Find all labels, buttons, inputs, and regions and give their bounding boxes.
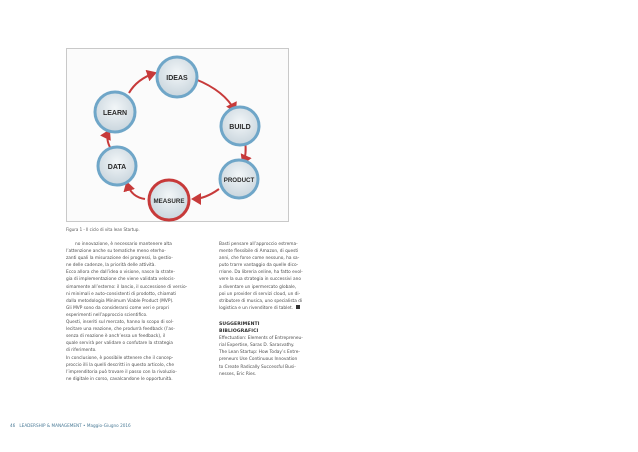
body-line: ne digitale in corso, cavalcandone le opportunità. xyxy=(66,376,173,382)
body-line: Questi, inseriti sul mercato, hanno lo scopo di sol- xyxy=(66,320,174,326)
node-measure-label: MEASURE xyxy=(153,198,185,205)
body-line: Basti pensare all’approccio estrema- xyxy=(219,242,298,247)
body-line: stributore di musica, uno specialista di xyxy=(219,298,303,304)
arrow-measure-data xyxy=(127,183,145,199)
body-line: ni minimali e auto-consistenti di prodotto, chiamati xyxy=(66,291,177,297)
body-line: esperimenti nell’approccio scientifico. xyxy=(66,312,148,318)
body-column-right xyxy=(219,241,303,378)
body-line: ne delle cadenze, la priorità delle attività. xyxy=(66,263,156,269)
body-line: senza di reazione è anch’essa un feedback), il xyxy=(66,334,166,340)
reference-line: rial Expertise, Saras D. Sarasvathy. xyxy=(219,343,295,349)
body-line: l’imprenditoria può trovare il passo con la rivoluzio- xyxy=(66,369,177,375)
figure-caption: Figura 1 - Il ciclo di vita lean Startup. xyxy=(66,227,140,232)
body-line: mente flessibile di Amazon, di questi xyxy=(219,249,299,255)
node-learn-label: LEARN xyxy=(102,110,128,117)
node-measure xyxy=(149,180,189,220)
node-product-label: PRODUCT xyxy=(223,177,255,184)
body-line: Gli MVP sono da considerarsi come veri e propri xyxy=(66,305,169,311)
node-data-label: DATA xyxy=(107,164,127,171)
body-line: simamente all’esterno: il lancio, il successione di versio- xyxy=(66,284,188,290)
body-line: gia di implementazione che viene validata velocis- xyxy=(66,277,176,283)
body-line: rrione. Da libreria online, ha fatto evol- xyxy=(219,270,303,276)
body-line: In conclusione, è possibile ottenere che il concep- xyxy=(66,355,174,361)
node-ideas-label: IDEAS xyxy=(166,75,188,82)
reference-line: The Lean Startup: How Today’s Entre- xyxy=(219,350,300,356)
node-ideas xyxy=(157,57,197,97)
body-line: quale servirà per validare o confutare la strategia xyxy=(66,341,173,347)
body-line: puto trarre vantaggio da quelle dico- xyxy=(219,263,299,269)
body-line-last xyxy=(219,305,294,312)
lean-cycle-diagram xyxy=(67,49,290,223)
body-line: di riferimento. xyxy=(66,348,97,354)
body-line-text: logistica e un rivenditore di tablet. xyxy=(219,305,294,311)
reference-line: nesses, Eric Ries. xyxy=(219,371,257,377)
reference-line: Effectuation: Elements of Entrepreneu- xyxy=(219,336,303,342)
lean-startup-figure xyxy=(66,48,289,222)
node-learn xyxy=(95,92,135,132)
body-line: anni, che forse come nessuno, ha sa- xyxy=(219,256,300,262)
reference-line: to Create Radically Successful Busi- xyxy=(219,364,296,370)
bibliography-heading: SUGGERIMENTI BIBLIOGRAFICI xyxy=(219,321,260,335)
body-line: zanti quali la misurazione dei progressi, la gestio- xyxy=(66,256,173,262)
body-line: vere la sua strategia in successivi ano xyxy=(219,277,301,283)
body-line: a diventare un ipermercato globale, xyxy=(219,284,297,290)
node-data xyxy=(98,147,136,185)
body-line: lecitare una reazione, che produrrà feedback (l’as- xyxy=(66,327,175,333)
node-product xyxy=(220,160,258,198)
node-build xyxy=(221,107,259,145)
end-of-article-mark xyxy=(296,305,300,309)
body-line: poi un provider di servizi cloud, un di- xyxy=(219,291,301,297)
body-line: Ecco allora che dall’idea o visione, nasce la strate- xyxy=(66,270,175,276)
arrow-data-learn xyxy=(107,131,111,149)
arrow-learn-ideas xyxy=(129,73,155,93)
body-line: no innovazione, è necessario mantenere alta xyxy=(75,242,172,247)
arrow-product-measure xyxy=(193,189,219,199)
reference-line: preneurs Use Continuous Innovation xyxy=(219,357,298,363)
page-number: 46 xyxy=(10,423,16,428)
footer-publication: LEADERSHIP & MANAGEMENT • Maggio-Giugno 2016 xyxy=(19,423,131,428)
body-column-left xyxy=(66,241,203,383)
arrow-ideas-build xyxy=(195,79,235,111)
node-build-label: BUILD xyxy=(229,124,251,131)
page-footer xyxy=(10,423,131,428)
body-line: l’attenzione anche su tematiche meno eterho- xyxy=(66,249,166,255)
body-line: proccio illi la quelli descritti in questo articolo, che xyxy=(66,362,175,368)
body-line: dalla metodologia Minimum Viable Product (MVP). xyxy=(66,298,174,304)
